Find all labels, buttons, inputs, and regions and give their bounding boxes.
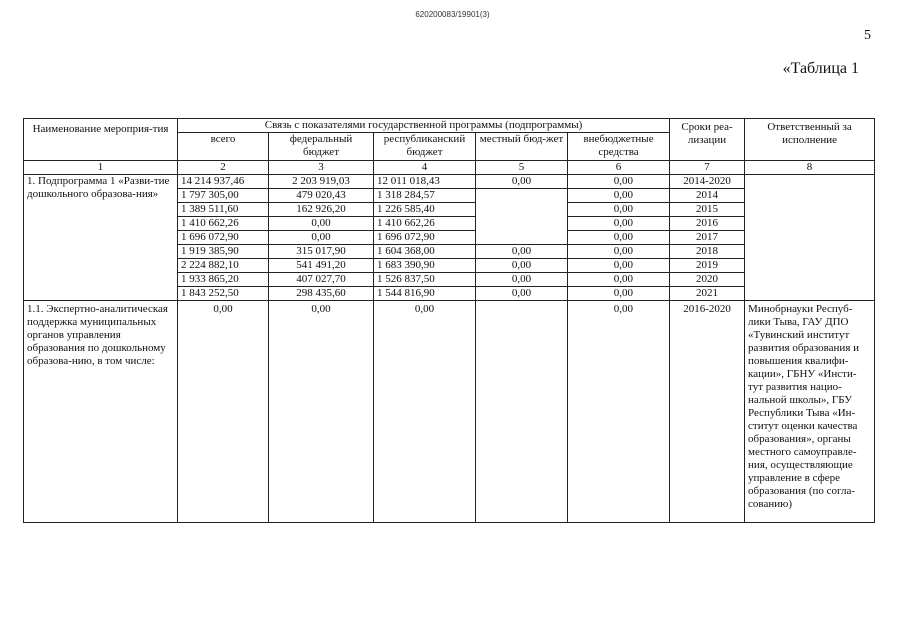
cell-period: 2019	[670, 259, 745, 273]
cell-federal: 407 027,70	[269, 273, 374, 287]
header-federal: федеральный бюджет	[269, 133, 374, 161]
col-number: 7	[670, 161, 745, 175]
cell-period: 2016-2020	[670, 301, 745, 523]
cell-federal: 298 435,60	[269, 287, 374, 301]
cell-local: 0,00	[476, 245, 568, 259]
cell-total: 1 696 072,90	[178, 231, 269, 245]
col-number: 6	[568, 161, 670, 175]
cell-period: 2016	[670, 217, 745, 231]
cell-local	[476, 189, 568, 203]
cell-total: 1 797 305,00	[178, 189, 269, 203]
cell-extra: 0,00	[568, 175, 670, 189]
cell-local	[476, 217, 568, 231]
header-terms: Сроки реа-лизации	[670, 119, 745, 161]
measure-responsible: Минобрнауки Респуб-лики Тыва, ГАУ ДПО «Тувинский институт развития образования и повышения квалифи-кации», ГБНУ «Инсти-тут развития нацио-нальной школы», ГБУ Республики Тыва «Ин-ститут оценки качества образования», органы местного самоуправле-ния, осуществляющие управление в сфере образования (по согла-сованию)	[745, 301, 875, 523]
cell-total: 2 224 882,10	[178, 259, 269, 273]
cell-republican: 12 011 018,43	[374, 175, 476, 189]
cell-federal: 162 926,20	[269, 203, 374, 217]
cell-republican: 1 696 072,90	[374, 231, 476, 245]
cell-extra: 0,00	[568, 203, 670, 217]
cell-federal: 0,00	[269, 231, 374, 245]
cell-extra: 0,00	[568, 245, 670, 259]
col-number: 1	[24, 161, 178, 175]
cell-federal: 2 203 919,03	[269, 175, 374, 189]
cell-period: 2017	[670, 231, 745, 245]
header-row-1	[24, 119, 875, 133]
column-numbers-row	[24, 161, 875, 175]
header-group: Связь с показателями государственной программы (подпрограммы)	[178, 119, 670, 133]
cell-period: 2020	[670, 273, 745, 287]
cell-local	[476, 301, 568, 523]
cell-extra: 0,00	[568, 273, 670, 287]
cell-extra: 0,00	[568, 217, 670, 231]
cell-total: 1 919 385,90	[178, 245, 269, 259]
subprogram-name: 1. Подпрограмма 1 «Разви-тие дошкольного образова-ния»	[24, 175, 178, 301]
cell-extra: 0,00	[568, 259, 670, 273]
cell-federal: 541 491,20	[269, 259, 374, 273]
cell-federal: 315 017,90	[269, 245, 374, 259]
cell-republican: 0,00	[374, 301, 476, 523]
cell-extra: 0,00	[568, 231, 670, 245]
cell-local: 0,00	[476, 259, 568, 273]
cell-total: 14 214 937,46	[178, 175, 269, 189]
table-row	[24, 175, 875, 189]
cell-federal: 0,00	[269, 301, 374, 523]
cell-federal: 479 020,43	[269, 189, 374, 203]
table-caption: «Таблица 1	[782, 60, 859, 77]
header-republican: республиканский бюджет	[374, 133, 476, 161]
cell-local: 0,00	[476, 175, 568, 189]
cell-period: 2014	[670, 189, 745, 203]
cell-total: 1 389 511,60	[178, 203, 269, 217]
cell-federal: 0,00	[269, 217, 374, 231]
measure-name: 1.1. Экспертно-аналитическая поддержка муниципальных органов управления образования по дошкольному образова-нию, в том числе:	[24, 301, 178, 523]
document-id: 620200083/19901(3)	[415, 10, 490, 19]
cell-republican: 1 410 662,26	[374, 217, 476, 231]
cell-republican: 1 544 816,90	[374, 287, 476, 301]
cell-republican: 1 526 837,50	[374, 273, 476, 287]
cell-period: 2014-2020	[670, 175, 745, 189]
cell-total: 1 410 662,26	[178, 217, 269, 231]
cell-republican: 1 683 390,90	[374, 259, 476, 273]
header-extra: внебюджетные средства	[568, 133, 670, 161]
cell-extra: 0,00	[568, 301, 670, 523]
header-name: Наименование мероприя-тия	[24, 119, 178, 161]
header-local: местный бюд-жет	[476, 133, 568, 161]
cell-local: 0,00	[476, 287, 568, 301]
cell-period: 2021	[670, 287, 745, 301]
cell-extra: 0,00	[568, 287, 670, 301]
cell-local	[476, 203, 568, 217]
cell-total: 1 843 252,50	[178, 287, 269, 301]
col-number: 2	[178, 161, 269, 175]
col-number: 4	[374, 161, 476, 175]
col-number: 5	[476, 161, 568, 175]
program-table	[23, 118, 875, 523]
cell-period: 2015	[670, 203, 745, 217]
page-number: 5	[864, 28, 871, 43]
header-responsible: Ответственный за исполнение	[745, 119, 875, 161]
cell-republican: 1 318 284,57	[374, 189, 476, 203]
header-total: всего	[178, 133, 269, 161]
cell-period: 2018	[670, 245, 745, 259]
cell-local	[476, 231, 568, 245]
cell-republican: 1 226 585,40	[374, 203, 476, 217]
col-number: 8	[745, 161, 875, 175]
cell-responsible-empty	[745, 175, 875, 301]
cell-total: 0,00	[178, 301, 269, 523]
cell-local: 0,00	[476, 273, 568, 287]
cell-republican: 1 604 368,00	[374, 245, 476, 259]
cell-total: 1 933 865,20	[178, 273, 269, 287]
col-number: 3	[269, 161, 374, 175]
measure-row	[24, 301, 875, 523]
cell-extra: 0,00	[568, 189, 670, 203]
